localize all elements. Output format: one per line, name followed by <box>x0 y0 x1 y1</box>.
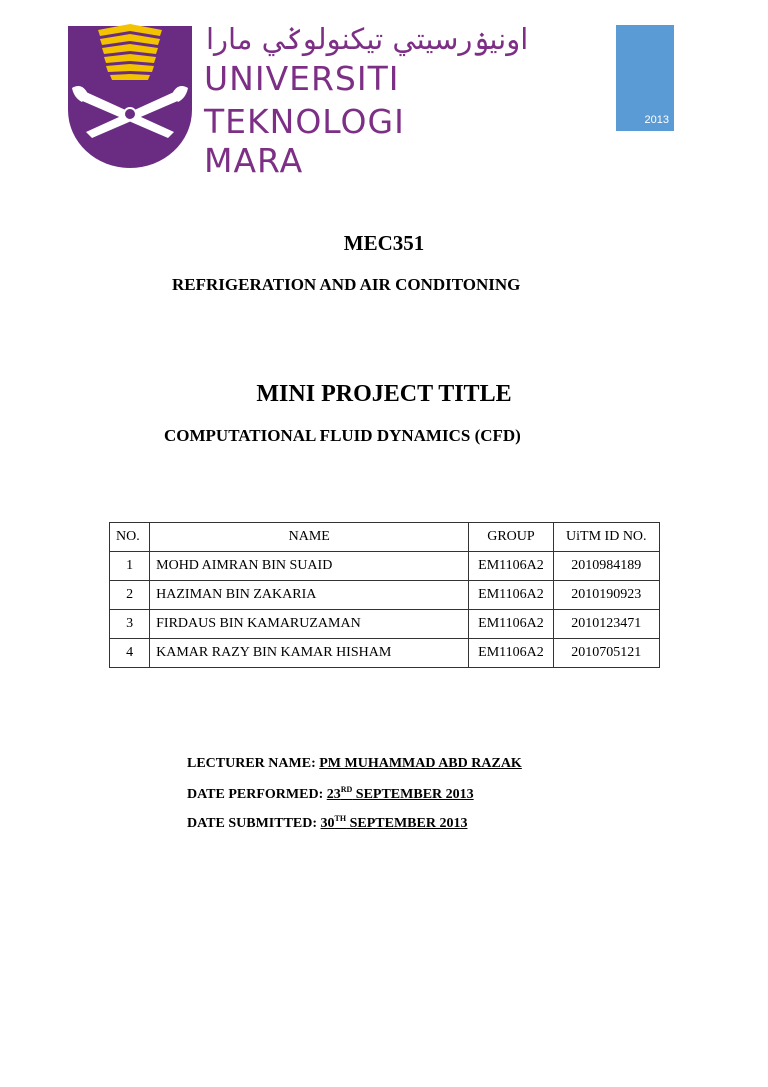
table-row <box>110 552 660 581</box>
date-performed-value <box>327 787 474 802</box>
date-performed-line <box>187 787 474 803</box>
date-submitted-value <box>321 816 468 831</box>
course-name: REFRIGERATION AND AIR CONDITONING <box>172 275 521 294</box>
year-tab <box>616 25 674 131</box>
date-performed-label: DATE PERFORMED: <box>187 787 324 802</box>
date-submitted-rest: SEPTEMBER 2013 <box>346 816 468 831</box>
cell-name: HAZIMAN BIN ZAKARIA <box>150 581 469 610</box>
table-header-row <box>110 523 660 552</box>
date-performed-rest: SEPTEMBER 2013 <box>352 787 474 802</box>
uitm-logo <box>64 22 529 180</box>
date-submitted-line <box>187 816 467 832</box>
mini-project-heading: MINI PROJECT TITLE <box>256 381 512 407</box>
header-name: NAME <box>150 523 469 552</box>
project-title: COMPUTATIONAL FLUID DYNAMICS (CFD) <box>164 426 521 445</box>
cell-id: 2010705121 <box>553 639 659 668</box>
date-submitted-suffix: TH <box>334 814 347 823</box>
table-row <box>110 581 660 610</box>
year-label: 2013 <box>644 114 669 126</box>
logo-line-3: MARA <box>204 141 304 180</box>
cell-id: 2010984189 <box>553 552 659 581</box>
cell-group: EM1106A2 <box>469 639 553 668</box>
header-id: UiTM ID NO. <box>553 523 659 552</box>
table-row <box>110 639 660 668</box>
header-no: NO. <box>110 523 150 552</box>
cell-group: EM1106A2 <box>469 581 553 610</box>
cell-id: 2010123471 <box>553 610 659 639</box>
cell-no: 3 <box>110 610 150 639</box>
date-performed-suffix: RD <box>340 785 353 794</box>
cell-no: 2 <box>110 581 150 610</box>
lecturer-name: PM MUHAMMAD ABD RAZAK <box>319 756 522 771</box>
cell-id: 2010190923 <box>553 581 659 610</box>
cell-no: 4 <box>110 639 150 668</box>
cell-group: EM1106A2 <box>469 610 553 639</box>
logo-line-1: UNIVERSITI <box>204 59 400 98</box>
table-row <box>110 610 660 639</box>
lecturer-label: LECTURER NAME: <box>187 756 316 771</box>
course-code: MEC351 <box>343 231 425 255</box>
lecturer-line <box>187 756 522 772</box>
cell-name: FIRDAUS BIN KAMARUZAMAN <box>150 610 469 639</box>
cell-name: KAMAR RAZY BIN KAMAR HISHAM <box>150 639 469 668</box>
cell-group: EM1106A2 <box>469 552 553 581</box>
cell-no: 1 <box>110 552 150 581</box>
header-group: GROUP <box>469 523 553 552</box>
cell-name: MOHD AIMRAN BIN SUAID <box>150 552 469 581</box>
date-submitted-label: DATE SUBMITTED: <box>187 816 318 831</box>
logo-jawi-text: اونيۏرسيتي تيكنولوݢي مارا <box>206 22 529 56</box>
date-performed-day: 23 <box>326 787 341 802</box>
uitm-crest-icon <box>64 22 196 174</box>
logo-line-2: TEKNOLOGI <box>204 102 405 141</box>
members-table <box>109 522 660 668</box>
date-submitted-day: 30 <box>320 816 335 831</box>
